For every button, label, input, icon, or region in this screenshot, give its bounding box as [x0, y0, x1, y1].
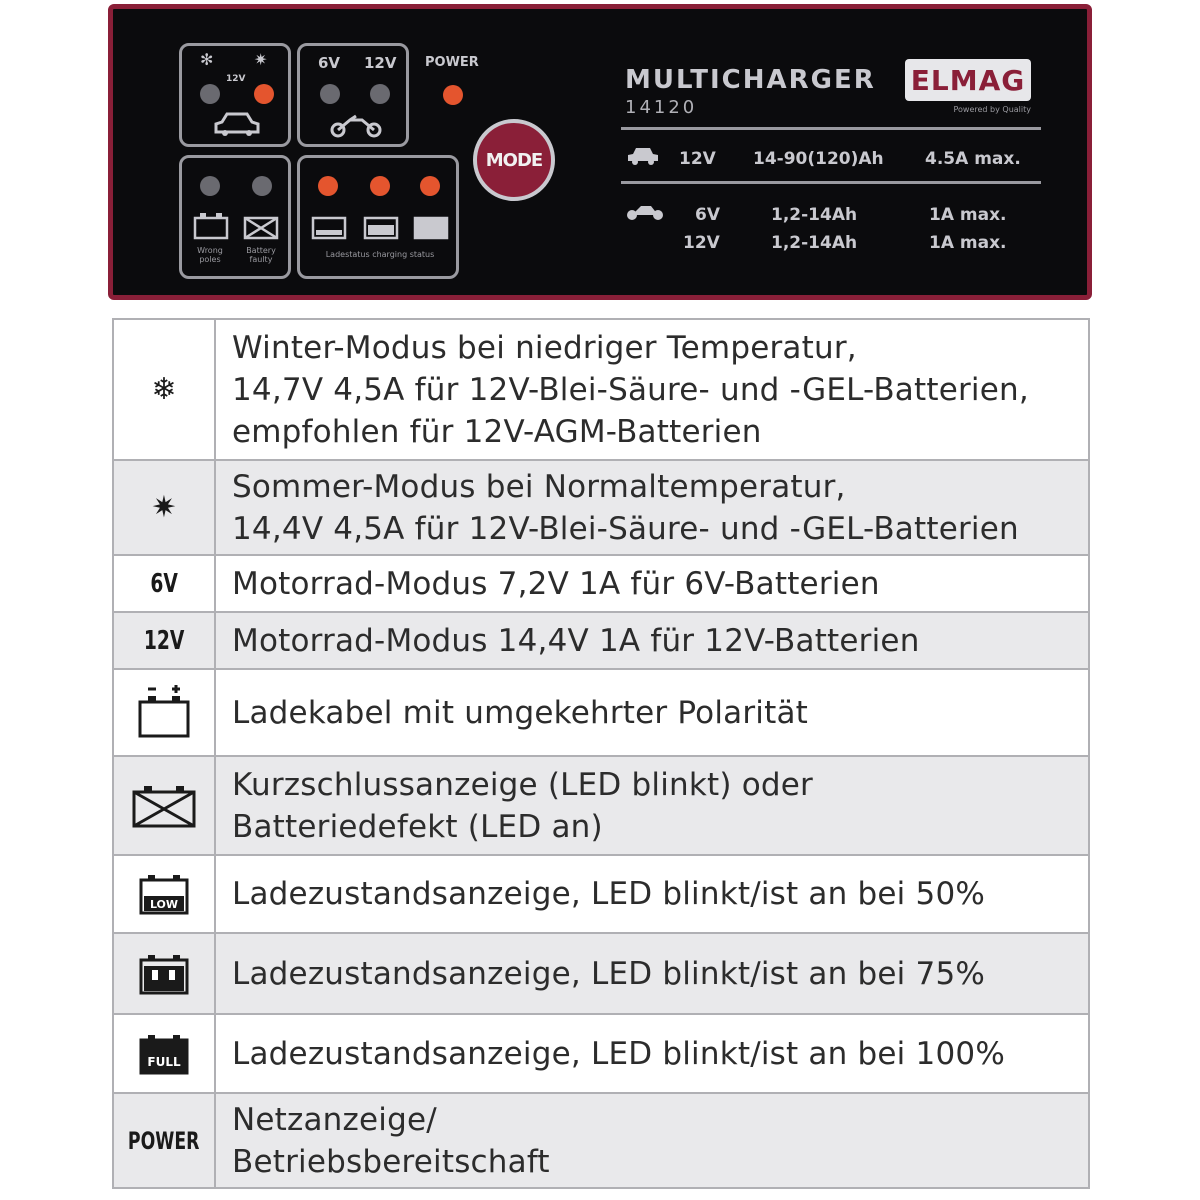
description-cell	[215, 1093, 1089, 1188]
brand-tagline: Powered by Quality	[953, 105, 1031, 114]
motorcycle-icon	[328, 112, 384, 138]
description-cell	[215, 1014, 1089, 1093]
winter-led	[200, 84, 220, 104]
description-line: Motorrad-Modus 14,4V 1A für 12V-Batterien	[232, 622, 920, 659]
symbol-cell	[113, 756, 215, 855]
mode-6v-label: 6V	[318, 54, 341, 72]
charger-front-panel	[108, 4, 1092, 300]
fault-indicator-group	[179, 155, 291, 279]
wrong-poles-label: Wrong poles	[197, 246, 223, 264]
description-line: Ladezustandsanzeige, LED blinkt/ist an bei 50%	[232, 876, 986, 912]
snowflake-icon: ✻	[200, 50, 214, 69]
description-line: Netzanzeige/	[232, 1101, 437, 1138]
battery-full-icon	[412, 210, 450, 240]
moto-spec-capacity-1: 1,2-14Ah	[771, 205, 858, 225]
car-spec-current: 4.5A max.	[925, 149, 1021, 169]
mode-12v-led	[370, 84, 390, 104]
spec-divider-top	[621, 127, 1041, 130]
mode-button[interactable]: MODE	[473, 119, 555, 201]
battery-full-icon	[138, 1032, 190, 1076]
mode-6v-led	[320, 84, 340, 104]
elmag-logo: ELMAG	[905, 59, 1031, 101]
summer-led	[254, 84, 274, 104]
battery-low-icon	[138, 872, 190, 916]
description-line: Winter-Modus bei niedriger Temperatur,	[232, 329, 857, 366]
symbol-cell	[113, 612, 215, 669]
description-cell	[215, 612, 1089, 669]
table-row	[113, 855, 1089, 933]
battery-faulty-label: Battery faulty	[246, 246, 276, 264]
product-model: 14120	[625, 97, 698, 118]
charging-status-label: Ladestatus charging status	[325, 250, 435, 259]
sun-icon: ✷	[254, 50, 268, 69]
car-icon	[625, 145, 661, 167]
table-row	[113, 460, 1089, 555]
symbol-legend-table	[112, 318, 1090, 1189]
charging-status-group	[297, 155, 459, 279]
symbol-cell	[113, 669, 215, 756]
motorcycle-icon	[625, 201, 665, 221]
power-label: POWER	[425, 55, 479, 70]
moto-spec-voltage-2: 12V	[683, 233, 720, 253]
description-line: Ladekabel mit umgekehrter Polarität	[232, 694, 809, 731]
moto-spec-voltage-1: 6V	[695, 205, 720, 225]
charge-50-led	[318, 176, 338, 196]
description-line: Betriebsbereitschaft	[232, 1143, 550, 1180]
table-row	[113, 612, 1089, 669]
table-row	[113, 669, 1089, 756]
moto-spec-current-1: 1A max.	[929, 205, 1007, 225]
spec-divider-bottom	[621, 181, 1041, 184]
symbol-cell	[113, 855, 215, 933]
moto-spec-current-2: 1A max.	[929, 233, 1007, 253]
sun-icon: ✷	[151, 490, 177, 525]
description-cell	[215, 319, 1089, 460]
motorcycle-mode-group	[297, 43, 409, 147]
battery-mid-icon	[362, 210, 400, 240]
description-line: Ladezustandsanzeige, LED blinkt/ist an bei 100%	[232, 1035, 1005, 1072]
table-row	[113, 1093, 1089, 1188]
battery-mid-icon	[138, 952, 190, 996]
description-line: 14,4V 4,5A für 12V-Blei-Säure- und -GEL-Batterien	[232, 510, 1019, 547]
car-mode-group	[179, 43, 291, 147]
table-row	[113, 933, 1089, 1014]
description-cell	[215, 855, 1089, 933]
product-title: MULTICHARGER	[625, 65, 876, 95]
description-cell	[215, 555, 1089, 612]
mode-12v-symbol: 12V	[143, 625, 185, 656]
symbol-cell	[113, 319, 215, 460]
power-symbol: POWER	[128, 1126, 200, 1155]
charge-75-led	[370, 176, 390, 196]
table-row	[113, 319, 1089, 460]
battery-full-text: FULL	[147, 1054, 181, 1069]
symbol-cell	[113, 1093, 215, 1188]
charge-100-led	[420, 176, 440, 196]
battery-reverse-polarity-icon	[192, 210, 230, 240]
table-row	[113, 756, 1089, 855]
mode-12v-label: 12V	[364, 54, 397, 72]
car-spec-capacity: 14-90(120)Ah	[753, 149, 884, 169]
table-row	[113, 1014, 1089, 1093]
mode-6v-symbol: 6V	[150, 568, 178, 599]
power-led	[443, 85, 463, 105]
car-spec-voltage: 12V	[679, 149, 716, 169]
voltage-12v-small-label: 12V	[226, 74, 246, 84]
reverse-polarity-led	[200, 176, 220, 196]
battery-faulty-icon	[242, 210, 280, 240]
description-line: Sommer-Modus bei Normaltemperatur,	[232, 468, 846, 505]
description-line: Motorrad-Modus 7,2V 1A für 6V-Batterien	[232, 565, 880, 602]
car-icon	[212, 110, 262, 138]
description-line: 14,7V 4,5A für 12V-Blei-Säure- und -GEL-Batterien,	[232, 371, 1029, 408]
symbol-cell	[113, 933, 215, 1014]
battery-faulty-icon	[130, 782, 198, 830]
symbol-cell	[113, 555, 215, 612]
battery-reverse-polarity-icon	[136, 684, 192, 742]
table-row	[113, 555, 1089, 612]
description-line: empfohlen für 12V-AGM-Batterien	[232, 413, 762, 450]
moto-spec-capacity-2: 1,2-14Ah	[771, 233, 858, 253]
battery-faulty-led	[252, 176, 272, 196]
description-line: Batteriedefekt (LED an)	[232, 808, 603, 845]
description-cell	[215, 933, 1089, 1014]
description-line: Kurzschlussanzeige (LED blinkt) oder	[232, 766, 814, 803]
description-cell	[215, 756, 1089, 855]
battery-low-icon	[310, 210, 348, 240]
snowflake-icon: ❄	[151, 372, 177, 407]
battery-low-text: LOW	[149, 898, 179, 911]
description-cell	[215, 669, 1089, 756]
description-cell	[215, 460, 1089, 555]
symbol-cell	[113, 1014, 215, 1093]
description-line: Ladezustandsanzeige, LED blinkt/ist an bei 75%	[232, 955, 986, 992]
symbol-cell	[113, 460, 215, 555]
